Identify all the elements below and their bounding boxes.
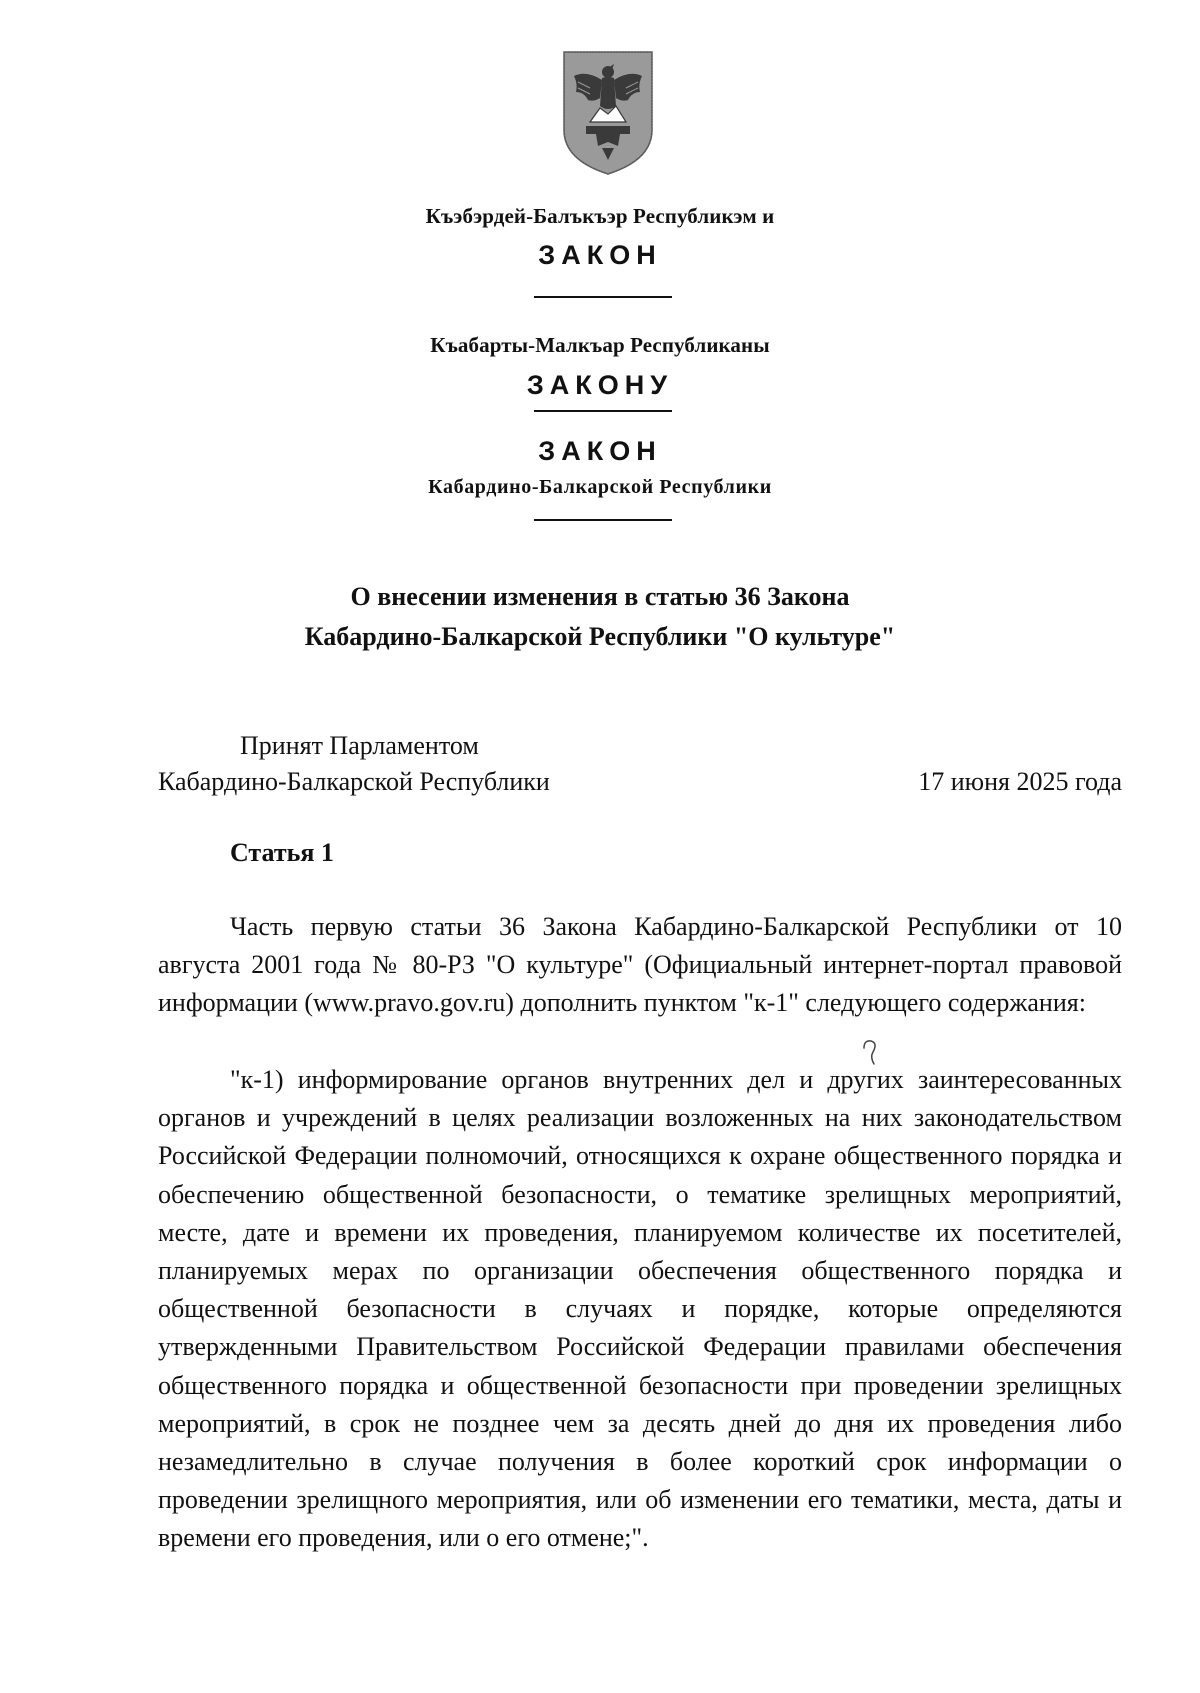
balkar-republic-name: Къабарты-Малкъар Республиканы [430,333,770,357]
law-title-line-1: О внесении изменения в статью 36 Закона [350,582,850,611]
article-paragraph-1: Часть первую статьи 36 Закона Кабардино-Балкарской Республики от 10 августа 2001 года № 80-РЗ "О культуре" (Официальный интернет-портал правовой информации (www.pravo.gov.ru) дополнить пунктом "к-1" следующего содержания: [158,912,1122,1018]
header-divider-1 [534,296,672,298]
russian-republic-name: Кабардино-Балкарской Республики [428,476,772,498]
balkar-law-heading: ЗАКОНУ [526,370,674,400]
coat-of-arms-emblem [560,48,656,176]
handwritten-mark [858,1038,882,1068]
law-title-line-2: Кабардино-Балкарской Республики "О культуре" [304,622,896,651]
article-paragraph-2: "к-1) информирование органов внутренних дел и других заинтересованных органов и учреждений в целях реализации возложенных на них законодательством Российской Федерации полномочий, относящихся к охране общественного порядка и обеспечению общественной безопасности, о тематике зрелищных мероприятий, месте, дате и времени их проведения, планируемом количестве их посетителей, планируемых мерах по организации обеспечения общественного порядка и общественной безопасности в случаях и порядке, которые определяются утвержденными Правительством Российской Федерации правилами обеспечения общественного порядка и общественной безопасности при проведении зрелищных мероприятий, в срок не позднее чем за десять дней до дня их проведения либо незамедлительно в случае получения в более короткий срок информации о проведении зрелищного мероприятия, или об изменении его тематики, места, даты и времени его проведения, или о его отмене;". [158,1065,1122,1553]
russian-law-heading: ЗАКОН [538,436,662,466]
kabardian-law-heading: ЗАКОН [538,240,662,270]
kabardian-republic-name: Къэбэрдей-Балъкъэр Республикэм и [425,204,775,228]
header-divider-3 [534,519,672,521]
adopted-by-line: Принят Парламентом [240,731,479,760]
adopted-by-republic: Кабардино-Балкарской Республики [158,767,550,796]
adoption-date: 17 июня 2025 года [918,767,1122,796]
header-divider-2 [534,410,672,412]
article-heading: Статья 1 [230,838,334,867]
